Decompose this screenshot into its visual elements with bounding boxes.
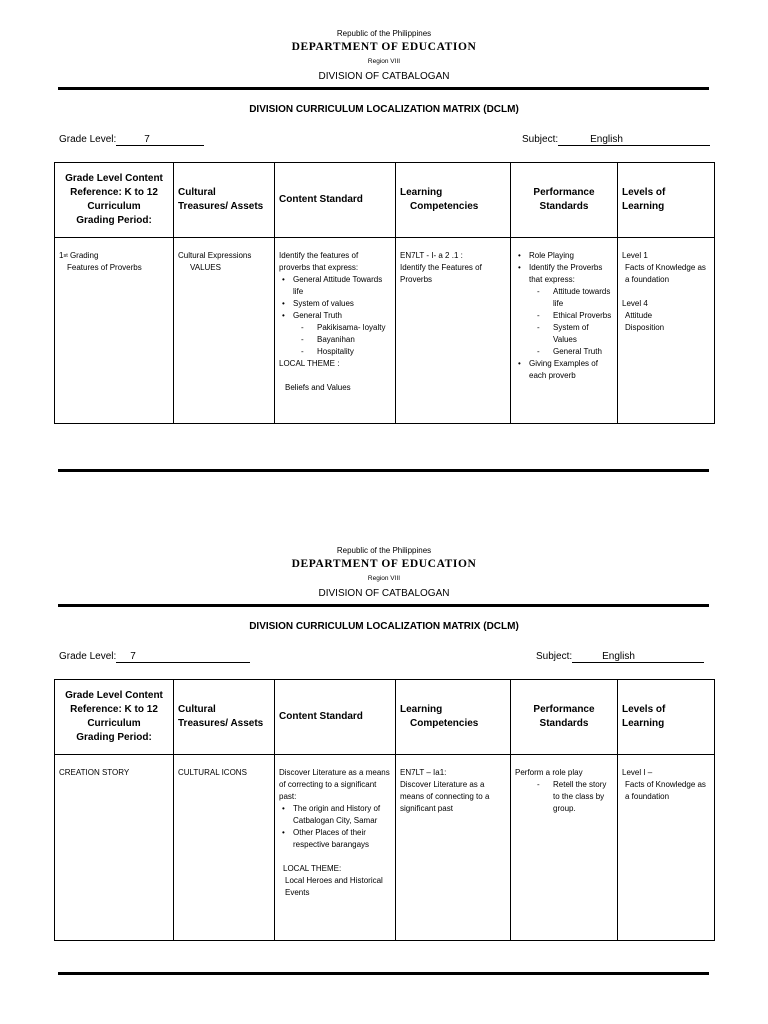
col-header-content-standard: Content Standard — [275, 163, 396, 238]
col-header-competencies: Learning Competencies — [396, 680, 511, 755]
table-row — [55, 755, 715, 941]
dclm-table — [54, 679, 715, 941]
subject-field — [536, 651, 704, 663]
col-header-performance: Performance Standards — [511, 163, 618, 238]
col-header-cultural: Cultural Treasures/ Assets — [174, 163, 275, 238]
col-header-competencies: Learning Competencies — [396, 163, 511, 238]
cell-performance: Perform a role play - Retell the story to the class by group. — [511, 755, 618, 941]
cell-competencies: EN7LT – Ia1: Discover Literature as a means of connecting to a significant past — [396, 755, 511, 941]
cell-cultural: CULTURAL ICONS — [174, 755, 275, 941]
grade-level-value: 7 — [116, 134, 204, 146]
subject-value: English — [558, 134, 710, 146]
col-header-performance: Performance Standards — [511, 680, 618, 755]
table-header-row — [55, 680, 715, 755]
subject-field — [522, 134, 710, 146]
matrix-title: DIVISION CURRICULUM LOCALIZATION MATRIX (DCLM) — [249, 104, 519, 115]
col-header-levels: Levels of Learning — [618, 163, 715, 238]
cell-levels: Level 1 Facts of Knowledge as a foundation Level 4 Attitude Disposition — [618, 238, 715, 424]
cell-cultural: Cultural Expressions VALUES — [174, 238, 275, 424]
cell-content-standard: Identify the features of proverbs that express: • General Attitude Towards life • System of values • General Truth - Pakikisama- loyalty - Bayanihan - Hospitality LOCAL THEME : Beliefs and Values — [275, 238, 396, 424]
grade-level-field — [59, 134, 204, 146]
table-header-row — [55, 163, 715, 238]
matrix-title: DIVISION CURRICULUM LOCALIZATION MATRIX (DCLM) — [249, 621, 519, 632]
republic-label: Republic of the Philippines — [336, 546, 432, 555]
cell-performance: • Role Playing • Identify the Proverbs that express: - Attitude towards life - Ethical Proverbs - System of Values - General Truth • Giving Examples of each proverb — [511, 238, 618, 424]
department-title: DEPARTMENT OF EDUCATION — [291, 41, 477, 53]
table-row — [55, 238, 715, 424]
cell-content-standard: Discover Literature as a means of correcting to a significant past: • The origin and History of Catbalogan City, Samar • Other Places of their respective barangays LOCAL THEME: Local Heroes and Historical Events — [275, 755, 396, 941]
subject-label: Subject: — [536, 651, 573, 662]
subject-label: Subject: — [522, 134, 559, 145]
grade-level-field — [59, 651, 250, 663]
region-label: Region VIII — [367, 575, 401, 582]
col-header-content-standard: Content Standard — [275, 680, 396, 755]
region-label: Region VIII — [367, 58, 401, 65]
cell-grading-period: CREATION STORY — [55, 755, 174, 941]
dclm-table — [54, 162, 715, 424]
grade-level-value: 7 — [116, 651, 250, 663]
header-rule — [58, 87, 709, 90]
cell-competencies: EN7LT - I- a 2 .1 : Identify the Features of Proverbs — [396, 238, 511, 424]
col-header-levels: Levels of Learning — [618, 680, 715, 755]
grade-level-label: Grade Level: — [59, 134, 117, 145]
footer-rule — [58, 469, 709, 472]
department-title: DEPARTMENT OF EDUCATION — [291, 558, 477, 570]
footer-rule — [58, 972, 709, 975]
subject-value: English — [572, 651, 704, 663]
division-label: DIVISION OF CATBALOGAN — [318, 588, 450, 599]
col-header-grade-level: Grade Level Content Reference: K to 12 Curriculum Grading Period: — [55, 680, 174, 755]
cell-levels: Level I – Facts of Knowledge as a foundation — [618, 755, 715, 941]
col-header-grade-level: Grade Level Content Reference: K to 12 Curriculum Grading Period: — [55, 163, 174, 238]
republic-label: Republic of the Philippines — [336, 29, 432, 38]
col-header-cultural: Cultural Treasures/ Assets — [174, 680, 275, 755]
cell-grading-period: 1st Grading Features of Proverbs — [55, 238, 174, 424]
header-rule — [58, 604, 709, 607]
division-label: DIVISION OF CATBALOGAN — [318, 71, 450, 82]
grade-level-label: Grade Level: — [59, 651, 117, 662]
